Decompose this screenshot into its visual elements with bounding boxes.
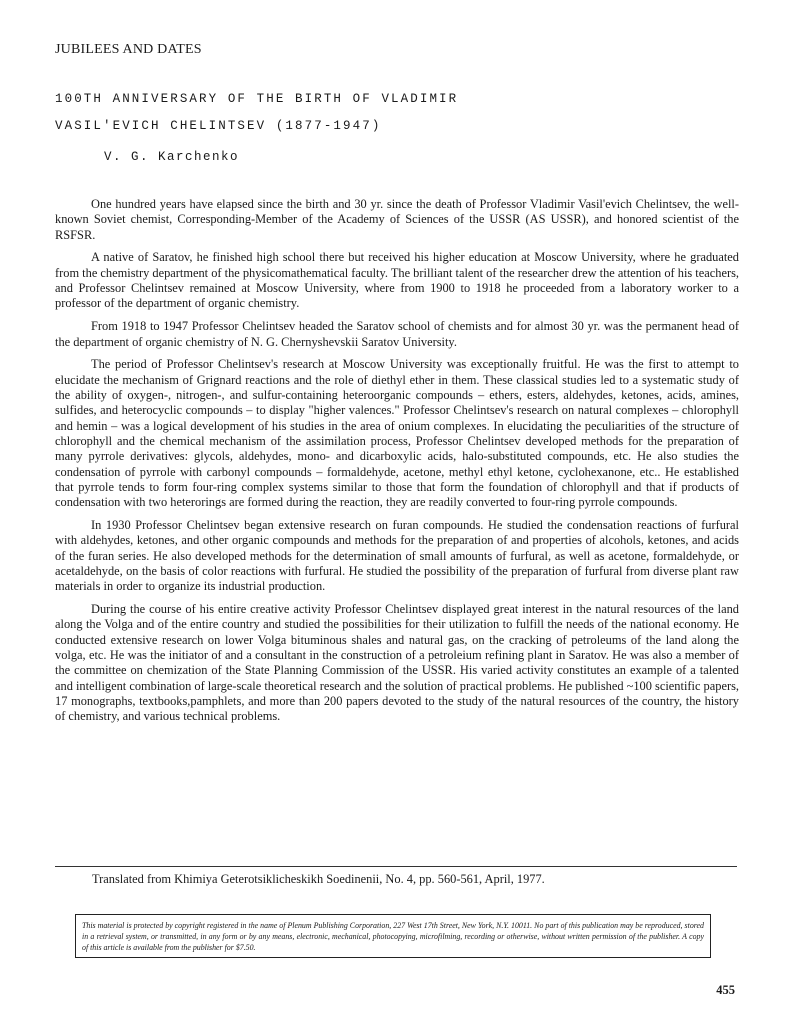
section-heading: JUBILEES AND DATES xyxy=(55,42,202,57)
paragraph-5: In 1930 Professor Chelintsev began extensive research on furan compounds. He studied the condensation reactions of furfural with aldehydes, ketones, and other organic compounds and methods for the preparation of and properties of alcohols, ketones, and acids of the furan series. He also developed methods for the determination of small amounts of furfural, as well as acetone, formaldehyde, or acetaldehyde, on the basis of color reactions with furfural. He studied the possibility of the preparation of furfural from diverse plant raw materials in order to organize its industrial production. xyxy=(55,518,739,594)
article-title-line-2: VASIL'EVICH CHELINTSEV (1877-1947) xyxy=(55,119,382,133)
copyright-notice-box: This material is protected by copyright registered in the name of Plenum Publishing Corporation, 227 West 17th Street, New York, N.Y. 10011. No part of this publication may be reproduced, stored in a retrieval system, or transmitted, in any form or by any means, electronic, mechanical, photocopying, microfilming, recording or otherwise, without written permission of the publisher. A copy of this article is available from the publisher for $7.50. xyxy=(75,914,711,958)
article-body xyxy=(55,197,739,732)
article-title-line-1: 100TH ANNIVERSARY OF THE BIRTH OF VLADIMIR xyxy=(55,92,459,106)
paragraph-3: From 1918 to 1947 Professor Chelintsev headed the Saratov school of chemists and for almost 30 yr. was the permanent head of the department of organic chemistry of N. G. Chernyshevskii Saratov University. xyxy=(55,319,739,349)
translation-source-note: Translated from Khimiya Geterotsiklicheskikh Soedinenii, No. 4, pp. 560-561, April, 1977. xyxy=(92,872,545,886)
author-name: V. G. Karchenko xyxy=(104,150,240,164)
paragraph-4: The period of Professor Chelintsev's research at Moscow University was exceptionally fruitful. He was the first to attempt to elucidate the mechanism of Grignard reactions and the role of diethyl ether in them. These classical studies led to a systematic study of the ability of oxygen-, nitrogen-, and sulfur-containing heteroorganic compounds – ethers, esters, aldehydes, ketones, acids, amines, sulfides, and heterocyclic compounds – to display "higher valences." Professor Chelintsev's research on natural complexes – chlorophyll and hemin – was a logical development of his studies in the area of onium complexes. In elucidating the peculiarities of the structure of chlorophyll and the chemical mechanism of the assimilation process, Professor Chelintsev developed methods for the preparation of many pyrrole derivatives: glycols, aldehydes, mono- and dicarboxylic acids, halo-substituted compounds, etc. He also studies the condensation of pyrrole with carbonyl compounds – formaldehyde, acetone, methyl ethyl ketone, cyclohexanone, etc.. He established that pyrrole tends to form four-ring complex systems similar to those that form the foundation of chlorophyll and that if products of condensation with two heterorings are formed during the reaction, they are readily converted to four-ring pyrrole compounds. xyxy=(55,357,739,510)
paragraph-6: During the course of his entire creative activity Professor Chelintsev displayed great interest in the natural resources of the land along the Volga and of the entire country and studied the possibilities for their utilization to fulfill the needs of the national economy. He conducted extensive research on lower Volga bituminous shales and natural gas, on the cracking of petroleums of the land along the volga, etc. He was the initiator of and a consultant in the construction of a petroleium refining plant in Saratov. He was also a member of the committee on chemization of the State Planning Commission of the USSR. His varied activity constitutes an example of a talented and intelligent combination of large-scale theoretical research and the solution of practical problems. He published ~100 scientific papers, 17 monographs, textbooks,pamphlets, and more than 200 papers devoted to the study of the natural resources of the country, the history of chemistry, and various technical problems. xyxy=(55,602,739,724)
paragraph-2: A native of Saratov, he finished high school there but received his higher education at Moscow University, where he graduated from the chemistry department of the physicomathematical faculty. The brilliant talent of the researcher drew the attention of his teachers, and Professor Chelintsev remained at Moscow University, where from 1900 to 1918 he proceeded from a laboratory worker to a professor of the department of organic chemistry. xyxy=(55,250,739,311)
paragraph-1: One hundred years have elapsed since the birth and 30 yr. since the death of Professor Vladimir Vasil'evich Chelintsev, the well-known Soviet chemist, Corresponding-Member of the Academy of Sciences of the USSR (AS USSR), and honored scientist of the RSFSR. xyxy=(55,197,739,242)
page-number: 455 xyxy=(716,983,735,997)
footnote-divider xyxy=(55,866,737,867)
